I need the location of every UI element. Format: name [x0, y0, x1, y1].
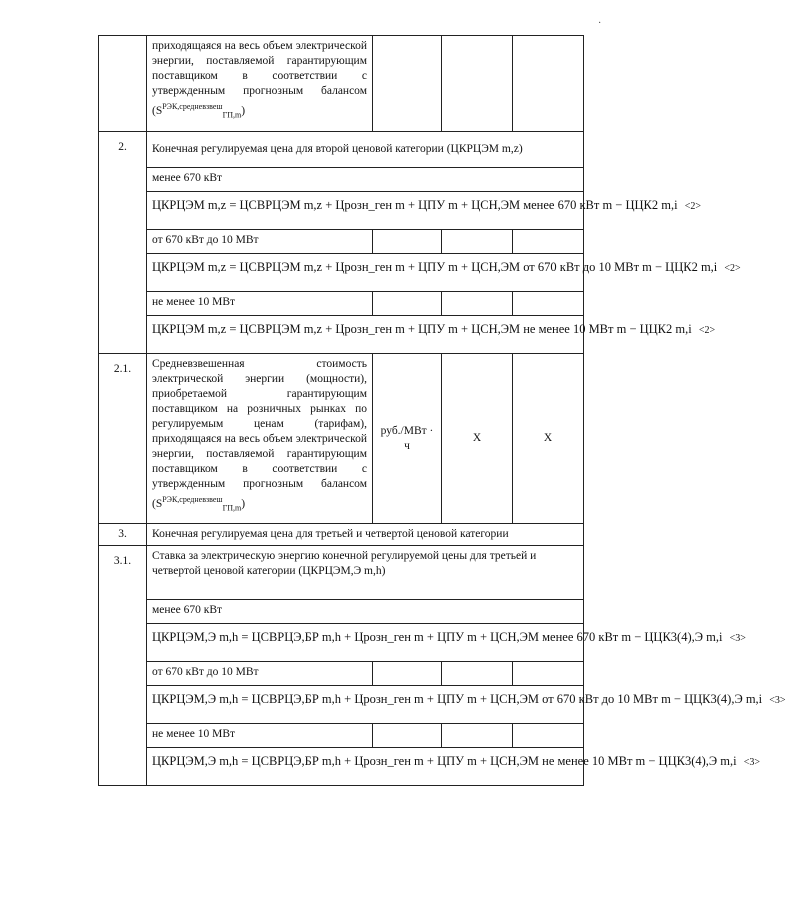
formula-cell	[147, 624, 746, 662]
table-row	[99, 292, 584, 316]
table-row	[99, 524, 584, 546]
section-2-1-unit: руб./МВт · ч	[380, 424, 434, 452]
section-2-sub1-label: менее 670 кВт	[152, 172, 223, 184]
section-2-title-cell	[147, 132, 584, 168]
table-row	[99, 230, 584, 254]
table-row	[99, 724, 584, 748]
section-2-formula-1: ЦКРЦЭМ m,z = ЦСВРЦЭМ m,z + Црозн_ген m + ЦПУ m + ЦСН,ЭМ менее 670 кВт m − ЦЦК2 m,i	[152, 198, 678, 212]
empty-cell	[513, 292, 584, 316]
empty-cell	[442, 662, 513, 686]
section-3-number: 3.	[118, 528, 127, 540]
row-text-cell	[147, 36, 373, 132]
table-row	[99, 600, 584, 624]
empty-cell	[373, 662, 442, 686]
formula-cell	[147, 254, 741, 292]
table-row	[99, 168, 584, 192]
empty-cell	[373, 230, 442, 254]
x-cell	[442, 354, 513, 524]
footnote-tag: <2>	[684, 201, 701, 212]
section-3-1-sub2-label: от 670 кВт до 10 МВт	[152, 666, 259, 678]
footnote-tag: <2>	[698, 325, 716, 336]
table-row	[99, 686, 584, 724]
formula-cell	[147, 316, 716, 354]
sub-label-cell	[147, 168, 584, 192]
empty-cell	[442, 292, 513, 316]
sub-label-cell	[147, 292, 373, 316]
unit-cell	[373, 36, 442, 132]
table-row	[99, 748, 584, 786]
formula-cell	[147, 748, 760, 786]
section-2-formula-3: ЦКРЦЭМ m,z = ЦСВРЦЭМ m,z + Црозн_ген m + ЦПУ m + ЦСН,ЭМ не менее 10 МВт m − ЦЦК2 m,i	[152, 322, 692, 336]
section-2-1-symbol: $(S^{РЭК,средневзвеш}_{ГП,m})$	[152, 495, 246, 513]
footnote-tag: <3>	[729, 633, 746, 644]
x-cell	[513, 354, 584, 524]
table-row	[99, 354, 584, 524]
section-3-1-formula-1: ЦКРЦЭМ,Э m,h = ЦСВРЦЭ,БР m,h + Црозн_ген m + ЦПУ m + ЦСН,ЭМ менее 670 кВт m − ЦЦК3(4),Э m,i	[152, 630, 723, 644]
section-2-formula-2: ЦКРЦЭМ m,z = ЦСВРЦЭМ m,z + Црозн_ген m + ЦПУ m + ЦСН,ЭМ от 670 кВт до 10 МВт m − ЦЦК2 m,i	[152, 260, 718, 274]
section-2-number: 2.	[118, 141, 127, 153]
x-cell	[513, 36, 584, 132]
table-row	[99, 316, 584, 354]
row-number-cell	[99, 524, 147, 546]
footnote-tag: <3>	[769, 695, 786, 706]
section-3-title-cell	[147, 524, 584, 546]
row-number-cell	[99, 546, 147, 786]
empty-cell	[442, 724, 513, 748]
section-2-1-text: Средневзвешенная стоимость электрической энергии (мощности), приобретаемой гарантирующим поставщиком на розничных рынках по регулируемым ценам (тарифам), приходящаяся на весь объем электрической энергии, поставляемой гарантирующим поставщиком в соответствии с утвержденным прогнозным балансом	[152, 358, 367, 490]
section-3-1-formula-2: ЦКРЦЭМ,Э m,h = ЦСВРЦЭ,БР m,h + Црозн_ген m + ЦПУ m + ЦСН,ЭМ от 670 кВт до 10 МВт m − ЦЦК3(4),Э m,i	[152, 692, 763, 706]
scan-dot: ·	[598, 18, 602, 29]
section-2-sub3-label: не менее 10 МВт	[152, 296, 236, 308]
unit-cell	[373, 354, 442, 524]
section-3-1-title: Ставка за электрическую энергию конечной регулируемой цены для третьей и четвертой ценовой категории (ЦКРЦЭМ,Э m,h)	[152, 550, 537, 577]
section-3-title: Конечная регулируемая цена для третьей и четвертой ценовой категории	[152, 528, 509, 540]
section-2-1-x2: X	[543, 432, 553, 444]
empty-cell	[513, 662, 584, 686]
sub-label-cell	[147, 724, 373, 748]
row-text-cell	[147, 354, 373, 524]
section-3-1-sub1-label: менее 670 кВт	[152, 604, 223, 616]
section-3-1-formula-3: ЦКРЦЭМ,Э m,h = ЦСВРЦЭ,БР m,h + Црозн_ген m + ЦПУ m + ЦСН,ЭМ не менее 10 МВт m − ЦЦК3(4),Э m,i	[152, 754, 737, 768]
x-cell	[442, 36, 513, 132]
formula-cell	[147, 686, 786, 724]
sub-label-cell	[147, 600, 584, 624]
section-3-1-number: 3.1.	[113, 555, 132, 567]
row-number-cell	[99, 36, 147, 132]
formula-cell	[147, 192, 701, 230]
section-3-1-sub3-label: не менее 10 МВт	[152, 728, 236, 740]
sub-label-cell	[147, 230, 373, 254]
empty-cell	[513, 230, 584, 254]
table-row	[99, 192, 584, 230]
empty-cell	[442, 230, 513, 254]
empty-cell	[373, 724, 442, 748]
table-row	[99, 36, 584, 132]
section-2-title: Конечная регулируемая цена для второй ценовой категории (ЦКРЦЭМ m,z)	[152, 143, 523, 155]
footnote-tag: <3>	[743, 757, 760, 768]
footnote-tag: <2>	[724, 263, 741, 274]
empty-cell	[373, 292, 442, 316]
sub-label-cell	[147, 662, 373, 686]
tariff-table	[98, 35, 786, 786]
table-row	[99, 662, 584, 686]
table-row	[99, 546, 584, 600]
row-number-cell	[99, 354, 147, 524]
row-top-symbol: $(S^{РЭК,средневзвеш}_{ГП,m})$	[152, 102, 246, 120]
table-row	[99, 624, 584, 662]
row-number-cell	[99, 132, 147, 354]
section-2-1-number: 2.1.	[113, 363, 132, 375]
empty-cell	[513, 724, 584, 748]
section-3-1-title-cell	[147, 546, 584, 600]
section-2-1-x1: X	[472, 432, 482, 444]
table-row	[99, 132, 584, 168]
row-top-text: приходящаяся на весь объем электрической энергии, поставляемой гарантирующим поставщиком в соответствии с утвержденным прогнозным балансом	[152, 40, 367, 97]
section-2-sub2-label: от 670 кВт до 10 МВт	[152, 234, 259, 246]
table-row	[99, 254, 584, 292]
